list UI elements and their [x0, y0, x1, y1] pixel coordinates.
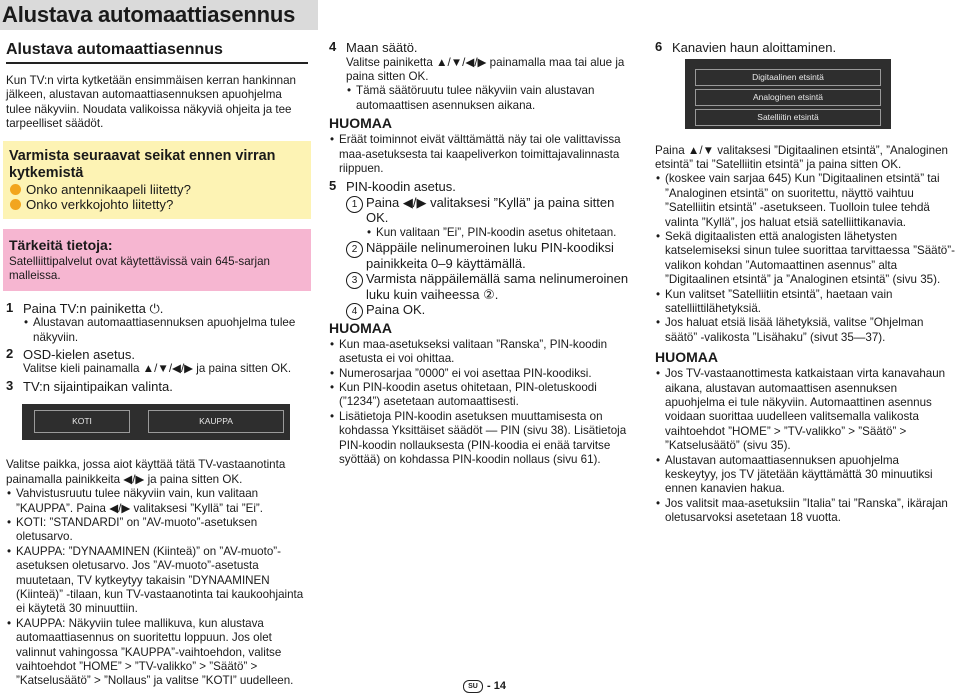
step-title: Kanavien haun aloittaminen.: [672, 40, 837, 55]
list-item: • Numerosarjaa ”0000” ei voi asettaa PIN-koodiksi.: [329, 367, 639, 381]
step-title: PIN-koodin asetus.: [346, 179, 456, 195]
list-item: • KAUPPA: Näkyviin tulee mallikuva, kun alustava automaattiasennus on suoritettu loppuun. Jos olet valinnut vahingossa ”KAUPPA”-vaihtoehdon, valitse vaihtoehdot ”HOME” > ”TV-valikko” > ”Säätö” > ”Katselusäätö” > ”Nollaus” ja valitse ”KOTI” uudelleen.: [6, 617, 308, 689]
search-menu-screen: [685, 59, 891, 129]
step-2: [6, 347, 308, 377]
note-heading: HUOMAA: [329, 115, 392, 132]
checklist-item: Onko verkkojohto liitetty?: [9, 197, 305, 213]
step-instruction: Valitse kieli painamalla ▲/▼/◀/▶ ja paina sitten OK.: [23, 362, 292, 376]
checklist-item: Onko antennikaapeli liitetty?: [9, 182, 305, 198]
important-heading: Tärkeitä tietoja:: [9, 236, 113, 253]
bullet-dot-icon: [10, 184, 21, 195]
list-item: • Jos valitsit maa-asetuksiin ”Italia” tai ”Ranska”, ikärajan oletusarvoksi asetetaan 18 vuotta.: [655, 497, 955, 526]
circled-number-icon: 1: [346, 196, 363, 213]
step-1: [6, 301, 308, 345]
step-bullet: • Tämä säätöruutu tulee näkyviin vain alustavan automaattisen asennuksen aikana.: [346, 84, 639, 113]
step-3: [6, 379, 308, 395]
substep-1: 1 Paina ◀/▶ valitaksesi ”Kyllä” ja paina sitten OK.: [346, 195, 639, 226]
step-bullet: • Alustavan automaattiasennuksen apuohjelma tulee näkyviin.: [23, 316, 308, 345]
bullet-dot-icon: [10, 199, 21, 210]
step-title: TV:n sijaintipaikan valinta.: [23, 378, 173, 394]
substep-bullet: • Kun valitaan ”Ei”, PIN-koodin asetus ohitetaan.: [366, 226, 639, 240]
list-item: • KOTI: ”STANDARDI” on ”AV-muoto”-asetuksen oletusarvo.: [6, 516, 308, 545]
column-middle: [329, 40, 639, 467]
step-number: 5: [329, 178, 337, 194]
kauppa-option[interactable]: KAUPPA: [148, 410, 284, 433]
list-item: • KAUPPA: ”DYNAAMINEN (Kiinteä)” on ”AV-muoto”-asetuksen oletusarvo. Jos ”AV-muoto”-asetusta muutetaan, TV kytkeytyy takaisin ”DYNAAMINEN (Kiinteä)” -tilaan, kun TV-vastaanotinta tai kaukoohjainta ei käytetä 30 minuuttiin.: [6, 545, 308, 617]
circled-number-icon: 3: [346, 272, 363, 289]
list-item: • Sekä digitaalisten että analogisten lähetysten katselemiseksi sinun tulee suorittaa tarvittaessa ”Säätö”-valikon kohdan ”Automaattinen asennus” alta ”Digitaalinen etsintä” ja ”Analoginen etsintä” (sivu 35).: [655, 230, 955, 288]
step-title: OSD-kielen asetus.: [23, 346, 135, 362]
step-number: 4: [329, 39, 337, 54]
step-title: Maan säätö.: [346, 40, 418, 55]
location-instruction: Valitse paikka, jossa aiot käyttää tätä TV-vastaanotinta painamalla painikkeita ◀/▶ ja paina sitten OK.: [6, 458, 286, 486]
location-select-screen: [22, 404, 290, 440]
list-item: • Kun valitset ”Satelliitin etsintä”, haetaan vain satelliittilähetyksiä.: [655, 288, 955, 317]
list-item: • Vahvistusruutu tulee näkyviin vain, kun valitaan ”KAUPPA”. Paina ◀/▶ valitaksesi ”Kyllä” tai ”Ei”.: [6, 487, 308, 516]
checklist-heading: Varmista seuraavat seikat ennen virran kytkemistä: [9, 147, 276, 181]
step-4: [329, 40, 639, 113]
circled-number-icon: 2: [346, 241, 363, 258]
substep-2: 2 Näppäile nelinumeroinen luku PIN-koodiksi painikkeita 0–9 käyttämällä.: [346, 240, 639, 271]
list-item: • Jos haluat etsiä lisää lähetyksiä, valitse ”Ohjelman säätö” -valikosta ”Lisähaku” (sivut 35—37).: [655, 316, 955, 345]
step-5: [329, 179, 639, 317]
list-item: • (koskee vain sarjaa 645) Kun ”Digitaalinen etsintä” tai ”Analoginen etsintä” on suoritettu, näyttö vaihtuu ”Satelliitin etsintä” -asetukseen. Tuolloin tulee tehdä valinta ”Kyllä”, jos haluat etsiä satelliittikanavia.: [655, 172, 955, 230]
column-right: [655, 40, 955, 526]
substep-3: 3 Varmista näppäilemällä sama nelinumeroinen luku kuin vaiheessa ②.: [346, 271, 639, 302]
important-text: Satelliittipalvelut ovat käytettävissä vain 645-sarjan malleissa.: [9, 254, 270, 283]
step-number: 2: [6, 345, 14, 361]
list-item: • Kun maa-asetukseksi valitaan ”Ranska”, PIN-koodin asetusta ei voi ohittaa.: [329, 338, 639, 367]
note-heading: HUOMAA: [329, 319, 392, 336]
step-6: [655, 40, 955, 56]
section-title: Alustava automaattiasennus: [6, 41, 223, 58]
step-number: 3: [6, 377, 14, 393]
koti-option[interactable]: KOTI: [34, 410, 130, 433]
note-heading: HUOMAA: [655, 349, 718, 366]
circled-number-icon: 4: [346, 303, 363, 320]
list-item: • Kun PIN-koodin asetus ohitetaan, PIN-oletuskoodi (”1234”) asetetaan automaattisesti.: [329, 381, 639, 410]
substep-4: 4 Paina OK.: [346, 302, 639, 318]
language-badge: SU: [463, 680, 483, 693]
step-number: 6: [655, 39, 663, 54]
step-title: Paina TV:n painiketta ⏻.: [23, 300, 164, 316]
important-info-box: [3, 229, 311, 291]
page-header: [0, 0, 318, 30]
list-item: • Lisätietoja PIN-koodin asetuksen muuttamisesta on kohdassa Yksittäiset säädöt — PIN (sivu 38). Lisätietoja PIN-koodin nollauksesta (PIN-koodia ei enää tarvitse syöttää) on kohdassa PIN-koodin nollaus (sivu 61).: [329, 410, 639, 468]
menu-item-digital-search[interactable]: Digitaalinen etsintä: [695, 69, 881, 86]
page-number: SU - 14: [463, 680, 506, 693]
step-instruction: Valitse painiketta ▲/▼/◀/▶ painamalla maa tai alue ja paina sitten OK.: [346, 55, 625, 83]
menu-item-satellite-search[interactable]: Satelliitin etsintä: [695, 109, 881, 126]
checklist-box: [3, 141, 311, 219]
list-item: • Alustavan automaattiasennuksen apuohjelma keskeytyy, jos TV jätetään käyttämättä 30 minuutiksi ennen kanavien hakua.: [655, 454, 955, 497]
list-item: • Eräät toiminnot eivät välttämättä näy tai ole valittavissa maa-asetuksesta tai kaapeliverkon toimittajavalinnasta riippuen.: [329, 133, 639, 176]
page-title: Alustava automaattiasennus: [2, 2, 296, 27]
intro-text: Kun TV:n virta kytketään ensimmäisen kerran hankinnan jälkeen, alustavan automaattiasennuksen apuohjelma tulee näkyviin. Noudata valikoissa näkyviä ohjeita ja tee tarpeelliset säädöt.: [6, 74, 296, 131]
column-left: [6, 40, 308, 689]
step-number: 1: [6, 299, 14, 315]
menu-item-analog-search[interactable]: Analoginen etsintä: [695, 89, 881, 106]
search-instruction: Paina ▲/▼ valitaksesi ”Digitaalinen etsintä”, ”Analoginen etsintä” tai ”Satelliitin etsintä” ja paina sitten OK.: [655, 143, 948, 171]
list-item: • Jos TV-vastaanottimesta katkaistaan virta kanavahaun aikana, alustavan automaattisen asennuksen apuohjelma ei tule näkyviin. Automaattinen asennus voidaan suorittaa uudelleen valitsemalla valikosta vaihtoehdot ”HOME” > ”TV-valikko” > ”Säätö” > ”Katselusäätö” (sivu 35).: [655, 367, 955, 453]
title-rule: [6, 62, 308, 64]
